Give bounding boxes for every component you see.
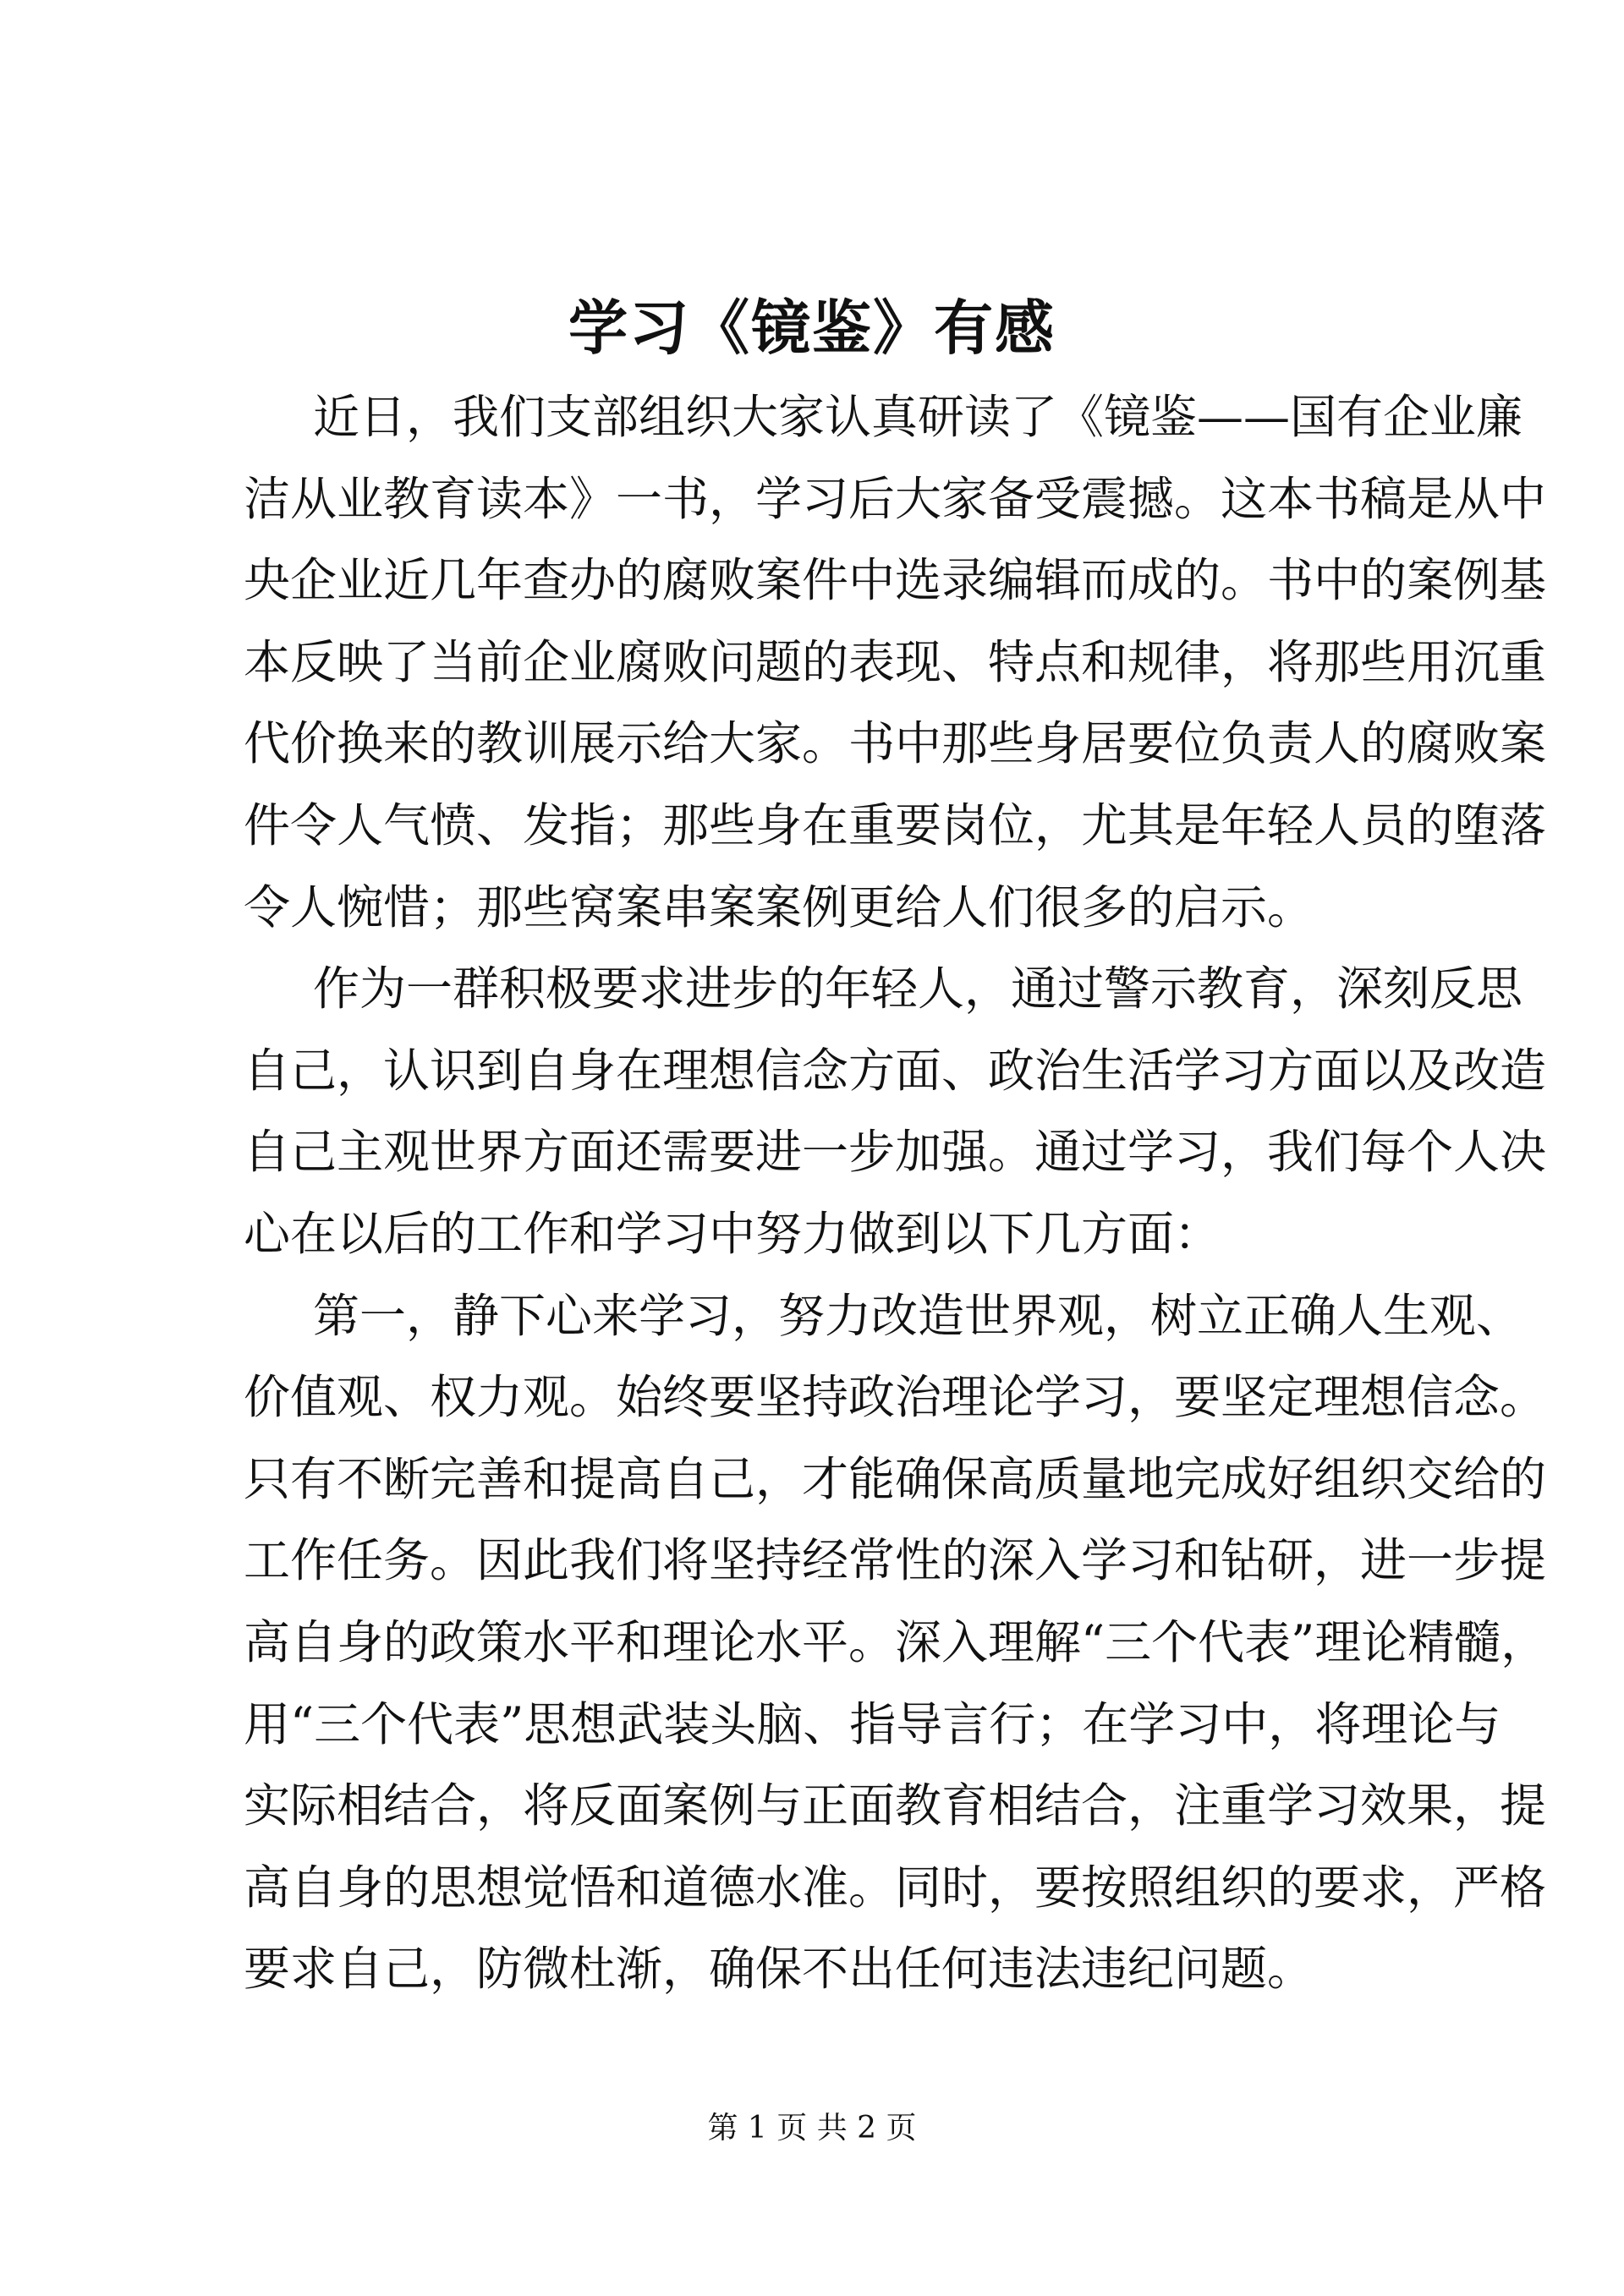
paragraph-2-line-4: 心在以后的工作和学习中努力做到以下几方面：	[244, 1206, 1221, 1261]
paragraph-3-line-8: 高自身的思想觉悟和道德水准。同时，要按照组织的要求，严格	[244, 1860, 1547, 1915]
paragraph-2-line-3: 自己主观世界方面还需要进一步加强。通过学习，我们每个人决	[244, 1125, 1547, 1180]
paragraph-2-line-1: 作为一群积极要求进步的年轻人，通过警示教育，深刻反思	[313, 962, 1523, 1016]
paragraph-3-line-9: 要求自己，防微杜渐，确保不出任何违法违纪问题。	[244, 1942, 1314, 1997]
paragraph-1-line-3: 央企业近几年查办的腐败案件中选录编辑而成的。书中的案例基	[244, 553, 1547, 608]
paragraph-1-line-5: 代价换来的教训展示给大家。书中那些身居要位负责人的腐败案	[244, 716, 1547, 771]
paragraph-1-line-4: 本反映了当前企业腐败问题的表现、特点和规律，将那些用沉重	[244, 634, 1547, 689]
document-body	[244, 376, 1548, 2010]
page-title: 学习《镜鉴》有感	[568, 293, 1056, 363]
paragraph-3-line-5: 高自身的政策水平和理论水平。深入理解“三个代表”理论精髓，	[244, 1614, 1548, 1669]
paragraph-1-line-7: 令人惋惜；那些窝案串案案例更给人们很多的启示。	[244, 879, 1314, 934]
paragraph-1-line-2: 洁从业教育读本》一书，学习后大家备受震撼。这本书稿是从中	[244, 471, 1547, 526]
paragraph-3-line-2: 价值观、权力观。始终要坚持政治理论学习，要坚定理想信念。	[244, 1370, 1547, 1425]
paragraph-3-line-3: 只有不断完善和提高自己，才能确保高质量地完成好组织交给的	[244, 1451, 1547, 1506]
paragraph-3-line-6: 用“三个代表”思想武装头脑、指导言行；在学习中，将理论与	[244, 1696, 1501, 1751]
page-number-footer: 第 1 页 共 2 页	[707, 2111, 917, 2145]
paragraph-1-line-6: 件令人气愤、发指；那些身在重要岗位，尤其是年轻人员的堕落	[244, 797, 1547, 852]
paragraph-3-line-4: 工作任务。因此我们将坚持经常性的深入学习和钻研，进一步提	[244, 1533, 1547, 1588]
paragraph-3-line-1: 第一，静下心来学习，努力改造世界观，树立正确人生观、	[313, 1288, 1523, 1343]
paragraph-1-line-1: 近日，我们支部组织大家认真研读了《镜鉴——国有企业廉	[313, 390, 1523, 444]
paragraph-3-line-7: 实际相结合，将反面案例与正面教育相结合，注重学习效果，提	[244, 1778, 1547, 1833]
paragraph-2-line-2: 自己，认识到自身在理想信念方面、政治生活学习方面以及改造	[244, 1043, 1547, 1098]
